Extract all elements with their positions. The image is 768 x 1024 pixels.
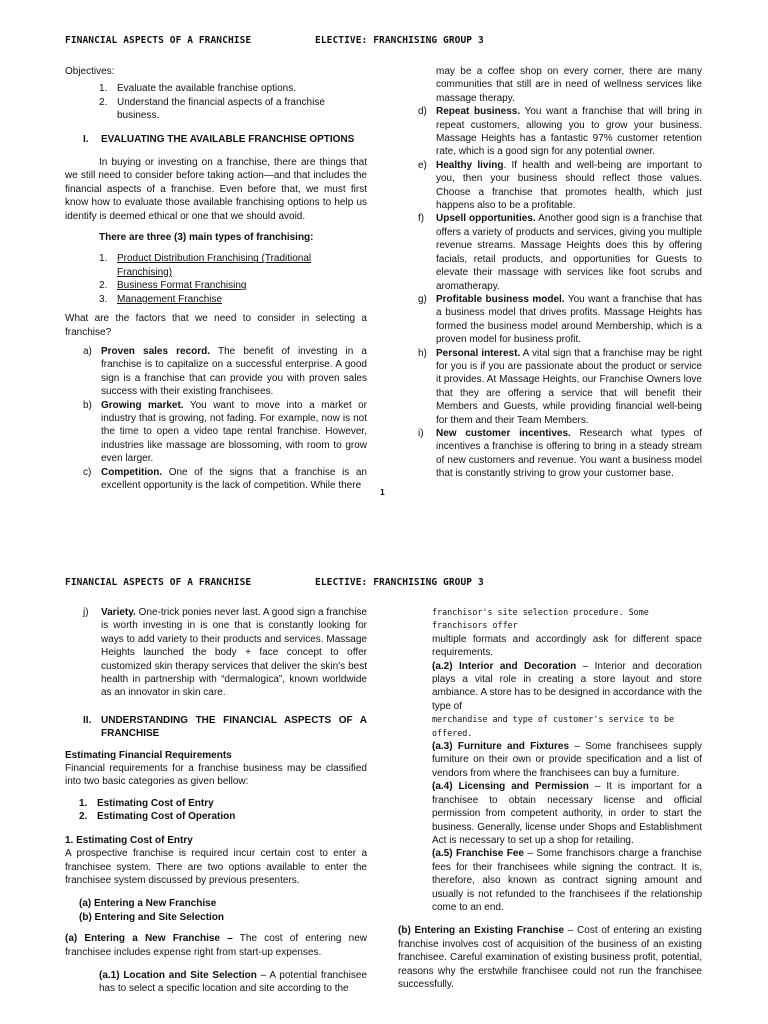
licensing-permission-paragraph: (a.4) Licensing and Permission – It is important for a franchisee to obtain necessary license and official permission from competent authority, in order to start the business. Generally, license under Shops and Establishment Act is necessary to set up a shop for retailing.	[432, 781, 702, 846]
right-column-content	[398, 606, 702, 914]
list-item: i) New customer incentives. Research what types of incentives a franchise is offering to bring in a steady stream of new customers and revenue. You want a business model that is constantly striving to grow your customer base.	[418, 427, 702, 480]
estimating-paragraph: Financial requirements for a franchise business may be classified into two basic categories as given bellow:	[65, 763, 367, 788]
list-item: c) Competition. One of the signs that a franchise is an excellent opportunity is the lack of competition. While there	[83, 466, 367, 491]
list-item: 3. Management Franchise	[99, 293, 223, 305]
list-item: d) Repeat business. You want a franchise that will bring in repeat customers, allowing you to grow your business. Massage Heights has a fantastic 97% customer retention rate, which is a good sign for any potential owner.	[418, 106, 702, 158]
types-heading: There are three (3) main types of franchising:	[99, 232, 314, 244]
section-1-heading: I. EVALUATING THE AVAILABLE FRANCHISE OPTIONS	[83, 133, 355, 145]
merchandise-text: merchandise and type of customer's service to be offered.	[432, 714, 675, 738]
option-new-franchise: (a) Entering a New Franchise	[79, 898, 217, 910]
objectives-list	[65, 82, 367, 122]
list-item: 1. Product Distribution Franchising (Traditional Franchising)	[99, 253, 312, 278]
location-site-paragraph: (a.1) Location and Site Selection – A potential franchisee has to select a specific location and site according to the	[99, 969, 368, 995]
header-right: ELECTIVE: FRANCHISING GROUP 3	[315, 577, 484, 588]
page2-right-column	[398, 606, 702, 991]
franchise-types-list	[65, 252, 367, 306]
existing-franchise-paragraph: (b) Entering an Existing Franchise – Cost of entering an existing franchise involves cost of acquisition of the business of an existing franchisee. Careful examination of existing business profit, potential, reasons why the erstwhile franchisee could not run the franchisee successfully.	[398, 925, 702, 990]
option-site-selection: (b) Entering and Site Selection	[79, 911, 225, 923]
cost-entry-paragraph: A prospective franchise is required incur certain cost to enter a franchisee system. There are two options available to enter the franchisee system discussed by previous presenters.	[65, 848, 367, 886]
list-item: 2. Estimating Cost of Operation	[79, 811, 236, 823]
list-item: e) Healthy living. If health and well-being are important to you, then your business should reflect those values. Choose a franchise that promotes health, which just happens also to be a profitable.	[418, 159, 703, 212]
list-item: a) Proven sales record. The benefit of investing in a franchise is to capitalize on a successful enterprise. A good sign is a franchise that can provide you with proven sales success with their existing franchisees.	[83, 345, 367, 398]
list-item: 2. Business Format Franchising	[99, 280, 247, 292]
header-left: FINANCIAL ASPECTS OF A FRANCHISE	[65, 35, 252, 46]
new-franchise-paragraph: (a) Entering a New Franchise – The cost of entering new franchisee includes expense right from start-up expenses.	[65, 933, 367, 958]
header-right: ELECTIVE: FRANCHISING GROUP 3	[315, 35, 484, 46]
page1-right-column	[412, 65, 702, 481]
factors-list-left	[65, 345, 367, 492]
list-item: 1. Estimating Cost of Entry	[79, 797, 214, 809]
list-item: b) Growing market. You want to move into a market or industry that is growing, not fading. For example, now is not the time to open a video tape rental franchise. However, industries like massage are blossoming, with room to grow even larger.	[83, 399, 367, 465]
list-item: 1. Evaluate the available franchise options.	[99, 83, 297, 95]
factors-list-continued	[65, 606, 367, 700]
intro-paragraph: In buying or investing on a franchise, there are things that we still need to consider before taking action—and that includes the financial aspects of a franchise. Even before that, we must first know how to evaluate those available franchising options to help us identify is deemed ethical or one that we should avoid.	[65, 157, 367, 222]
franchise-fee-paragraph: (a.5) Franchise Fee – Some franchisors charge a franchise fees for their franchisees while signing the contract. It is, therefore, also known as contract signing amount and usually is not refunded to the franchisees if the relationship come to an end.	[432, 848, 702, 913]
page1-left-column	[65, 65, 367, 492]
factors-list-right	[412, 105, 702, 480]
factors-question: What are the factors that we need to consider in selecting a franchise?	[65, 313, 367, 338]
list-item: f) Upsell opportunities. Another good sign is a franchise that offers a variety of products and services, giving you multiple revenue streams. Massage Heights does this by offering facials, retail products, and opportunities for Guests to elevate their massage with services like foot scrubs and aromatherapy.	[418, 213, 702, 292]
page-number: 1	[380, 488, 385, 497]
objectives-label: Objectives:	[65, 66, 115, 77]
section-2-heading: II. UNDERSTANDING THE FINANCIAL ASPECTS OF A FRANCHISE	[83, 714, 367, 740]
continued-paragraph: may be a coffee shop on every corner, there are many communities that still are in need of wellness services like massage therapy.	[436, 66, 702, 104]
list-item: 2. Understand the financial aspects of a franchise business.	[99, 96, 325, 122]
cost-entry-heading: 1. Estimating Cost of Entry	[65, 834, 193, 846]
furniture-fixtures-paragraph: (a.3) Furniture and Fixtures – Some franchisees supply furniture on their own or provide specification and a list of vendors from where the franchisees can buy a furniture.	[432, 741, 702, 779]
space-requirements-text: multiple formats and accordingly ask for different space requirements.	[432, 633, 702, 659]
estimating-heading: Estimating Financial Requirements	[65, 749, 232, 761]
list-item: j) Variety. One-trick ponies never last. A good sign a franchise is worth investing in is one that is constantly looking for ways to add variety to their products and services. Massage Heights launched the body + face concept to offer customized skin therapy services that deliver the skin's best health in partnership with “dermalogica”, known worldwide as an innovator in skin care.	[83, 607, 367, 699]
interior-decoration-paragraph: (a.2) Interior and Decoration – Interior and decoration plays a vital role in creating a store layout and store ambiance. A store has to be designed in accordance with the type of	[432, 660, 702, 712]
header-left: FINANCIAL ASPECTS OF A FRANCHISE	[65, 577, 252, 588]
list-item: g) Profitable business model. You want a franchise that has a business model that drives profits. Massage Heights has formed the business model around Membership, which is a proven model for business profit.	[418, 293, 702, 346]
page2-left-column	[65, 606, 367, 996]
categories-list	[65, 797, 367, 824]
list-item: h) Personal interest. A vital sign that a franchise may be right for you is if you are passionate about the product or service it provides. At Massage Heights, our Franchise Owners love that they are offering a service that will benefit their Members and Guests, while providing financial well-being for them and their Team Members.	[418, 347, 703, 426]
site-selection-continued: franchisor's site selection procedure. Some franchisors offer	[432, 607, 649, 631]
